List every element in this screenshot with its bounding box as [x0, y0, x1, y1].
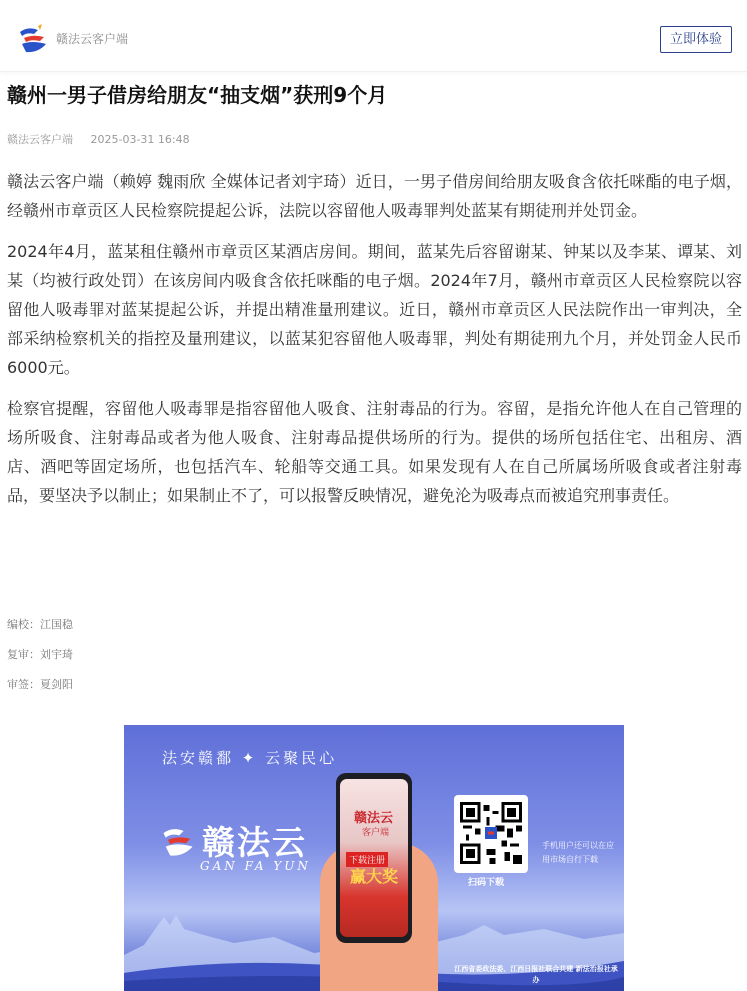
- reviewer-credit: 复审：刘宇琦: [7, 648, 73, 661]
- ganfayun-brand-icon: [156, 822, 200, 860]
- qr-code-icon[interactable]: [460, 801, 522, 865]
- article-date: 2025-03-31 16:48: [90, 133, 190, 146]
- top-bar: [0, 0, 747, 72]
- app-name: 赣法云客户端: [56, 32, 129, 46]
- scan-download-label: 扫码下载: [468, 878, 505, 888]
- try-now-button[interactable]: 立即体验: [660, 26, 732, 53]
- banner-brand-english: GAN FA YUN: [200, 859, 311, 873]
- editor-credit: 编校：江国稳: [7, 618, 73, 631]
- banner-slogan: 法安赣鄱 ✦ 云聚民心: [162, 749, 338, 767]
- article-body: [7, 167, 742, 522]
- app-market-note: 手机用户还可以在应用市场自行下载: [542, 841, 614, 864]
- banner-footer-note: 江西省委政法委、江西日报社联合共建 新法治报社承办: [454, 965, 618, 984]
- article-source: 赣法云客户端: [7, 133, 73, 146]
- ganfayun-logo-icon[interactable]: [16, 22, 50, 56]
- article-credits: [7, 610, 73, 700]
- article-paragraph: 赣法云客户端（赖婷 魏雨欣 全媒体记者刘宇琦）近日，一男子借房间给朋友吸食含依托咪酯的电子烟，经赣州市章贡区人民检察院提起公诉，法院以容留他人吸毒罪判处蓝某有期徒刑并处罚金。: [7, 172, 742, 220]
- article-paragraph: 2024年4月，蓝某租住赣州市章贡区某酒店房间。期间，蓝某先后容留谢某、钟某以及李某、谭某、刘某（均被行政处罚）在该房间内吸食含依托咪酯的电子烟。2024年7月，赣州市章贡区人民检察院以容留他人吸毒罪对蓝某提起公诉，并提出精准量刑建议。近日，赣州市章贡区人民法院作出一审判决，全部采纳检察机关的指控及量刑建议，以蓝某犯容留他人吸毒罪，判处有期徒刑九个月，并处罚金人民币6000元。: [7, 242, 742, 377]
- phone-prize-text: 赢大奖: [350, 867, 399, 886]
- app-download-banner[interactable]: [124, 725, 624, 991]
- article-title: 赣州一男子借房给朋友“抽支烟”获刑9个月: [7, 83, 388, 107]
- banner-brand-name: 赣法云: [202, 823, 307, 862]
- phone-app-subtitle: 客户端: [362, 828, 390, 838]
- phone-app-title: 赣法云: [354, 811, 394, 826]
- article-meta: [7, 131, 190, 147]
- phone-register-tag: 下载注册: [346, 852, 388, 867]
- approver-credit: 审签：夏剑阳: [7, 678, 73, 691]
- article-paragraph: 检察官提醒，容留他人吸毒罪是指容留他人吸食、注射毒品的行为。容留，是指允许他人在自己管理的场所吸食、注射毒品或者为他人吸食、注射毒品提供场所的行为。提供的场所包括住宅、出租房、酒店、酒吧等固定场所，也包括汽车、轮船等交通工具。如果发现有人在自己所属场所吸食或者注射毒品，要坚决予以制止；如果制止不了，可以报警反映情况，避免沦为吸毒点而被追究刑事责任。: [7, 399, 742, 505]
